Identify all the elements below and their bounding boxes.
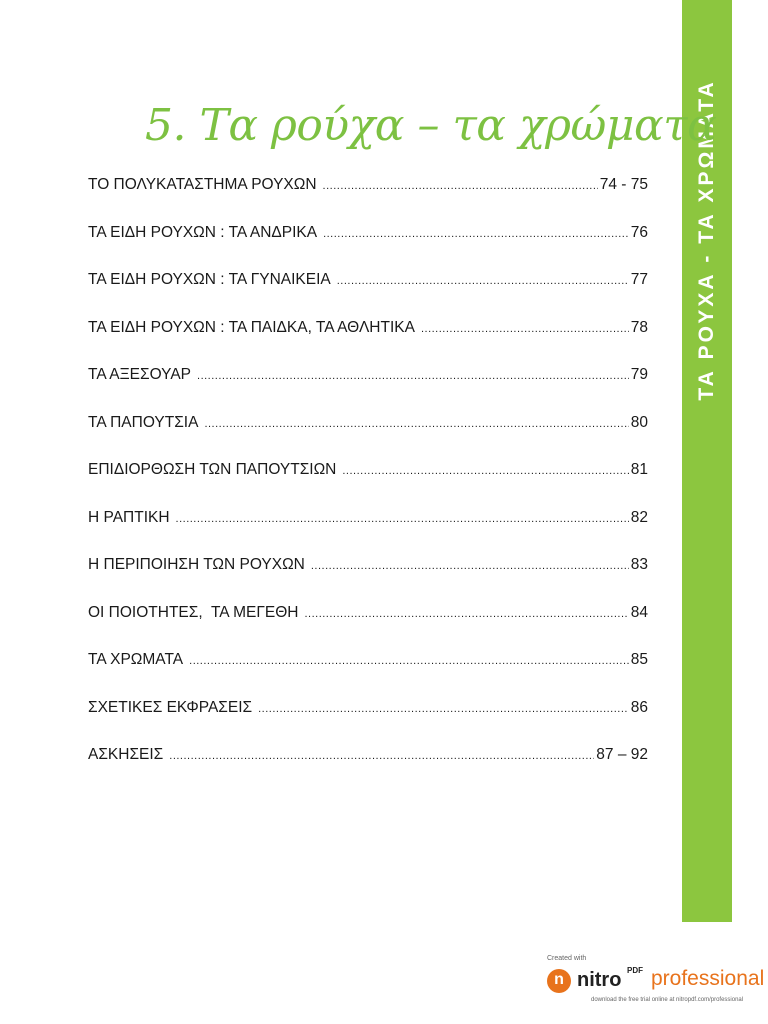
toc-leader-dots bbox=[421, 323, 629, 335]
toc-leader-dots bbox=[342, 465, 628, 477]
toc-entry-page: 86 bbox=[630, 698, 648, 716]
toc-entry-page: 85 bbox=[630, 651, 648, 668]
toc-entry bbox=[88, 746, 648, 794]
watermark-created-with: Created with bbox=[547, 955, 587, 962]
watermark-brand: nitro bbox=[577, 969, 622, 991]
toc-entry bbox=[88, 319, 648, 367]
toc-entry-page: 87 – 92 bbox=[596, 746, 648, 763]
toc-entry bbox=[88, 414, 648, 462]
watermark-product: professional bbox=[651, 967, 765, 990]
side-label: ΤΑ ΡΟΥΧΑ - ΤΑ ΧΡΩΜΑΤΑ bbox=[695, 79, 718, 401]
toc-entry bbox=[88, 604, 648, 652]
toc-entry-label: ΤΑ ΕΙΔΗ ΡΟΥΧΩΝ : ΤΑ ΓΥΝΑΙΚΕΙΑ bbox=[88, 271, 331, 288]
toc-entry-page: 84 bbox=[630, 603, 648, 621]
table-of-contents bbox=[88, 176, 648, 794]
toc-entry-label: Η ΠΕΡΙΠΟΙΗΣΗ ΤΩΝ ΡΟΥΧΩΝ bbox=[88, 556, 305, 573]
toc-entry-label: ΤΑ ΠΑΠΟΥΤΣΙΑ bbox=[88, 413, 199, 431]
toc-entry-label: ΤΑ ΕΙΔΗ ΡΟΥΧΩΝ : ΤΑ ΑΝΔΡΙΚΑ bbox=[88, 223, 318, 241]
toc-entry-label: ΟΙ ΠΟΙΟΤΗΤΕΣ, ΤΑ ΜΕΓΕΘΗ bbox=[88, 603, 299, 621]
toc-entry bbox=[88, 461, 648, 509]
nitro-watermark bbox=[545, 955, 765, 1015]
page-title: 5. Τα ρούχα – τα χρώματα bbox=[145, 100, 717, 151]
toc-entry bbox=[88, 366, 648, 414]
toc-entry bbox=[88, 556, 648, 604]
toc-entry bbox=[88, 271, 648, 319]
toc-leader-dots bbox=[197, 370, 629, 382]
watermark-superscript: PDF bbox=[627, 966, 643, 975]
toc-entry-page: 83 bbox=[630, 556, 648, 573]
toc-leader-dots bbox=[169, 750, 594, 762]
watermark-download-link[interactable]: download the free trial online at nitropdf.com/professional bbox=[591, 997, 744, 1003]
toc-entry-label: ΣΧΕΤΙΚΕΣ ΕΚΦΡΑΣΕΙΣ bbox=[88, 698, 253, 716]
toc-entry-page: 76 bbox=[630, 223, 648, 241]
toc-leader-dots bbox=[304, 608, 628, 620]
toc-entry-page: 77 bbox=[630, 271, 648, 288]
toc-entry-page: 78 bbox=[630, 318, 648, 336]
toc-entry-label: ΤΑ ΧΡΩΜΑΤΑ bbox=[88, 651, 184, 668]
toc-leader-dots bbox=[323, 228, 629, 240]
toc-leader-dots bbox=[311, 560, 629, 572]
toc-entry-page: 74 - 75 bbox=[599, 176, 648, 193]
toc-entry bbox=[88, 651, 648, 699]
toc-entry-page: 81 bbox=[630, 461, 648, 478]
toc-leader-dots bbox=[204, 418, 628, 430]
toc-entry-page: 79 bbox=[630, 366, 648, 383]
toc-entry-label: Η ΡΑΠΤΙΚΗ bbox=[88, 508, 170, 526]
toc-entry-page: 80 bbox=[630, 413, 648, 431]
toc-leader-dots bbox=[189, 655, 629, 667]
nitro-logo-icon: n bbox=[547, 969, 571, 993]
toc-entry bbox=[88, 176, 648, 224]
toc-entry-label: ΤΑ ΑΞΕΣΟΥΑΡ bbox=[88, 366, 192, 383]
toc-entry bbox=[88, 509, 648, 557]
toc-entry-label: ΤΟ ΠΟΛΥΚΑΤΑΣΤΗΜΑ ΡΟΥΧΩΝ bbox=[88, 176, 317, 193]
toc-entry-label: ΑΣΚΗΣΕΙΣ bbox=[88, 746, 164, 763]
toc-leader-dots bbox=[176, 513, 629, 525]
toc-leader-dots bbox=[323, 180, 598, 192]
toc-entry-page: 82 bbox=[630, 508, 648, 526]
toc-entry bbox=[88, 224, 648, 272]
toc-leader-dots bbox=[258, 703, 629, 715]
toc-entry-label: ΤΑ ΕΙΔΗ ΡΟΥΧΩΝ : ΤΑ ΠΑΙΔΚΑ, ΤΑ ΑΘΛΗΤΙΚΑ bbox=[88, 318, 415, 336]
toc-leader-dots bbox=[337, 275, 629, 287]
toc-entry-label: ΕΠΙΔΙΟΡΘΩΣΗ ΤΩΝ ΠΑΠΟΥΤΣΙΩΝ bbox=[88, 461, 337, 478]
toc-entry bbox=[88, 699, 648, 747]
